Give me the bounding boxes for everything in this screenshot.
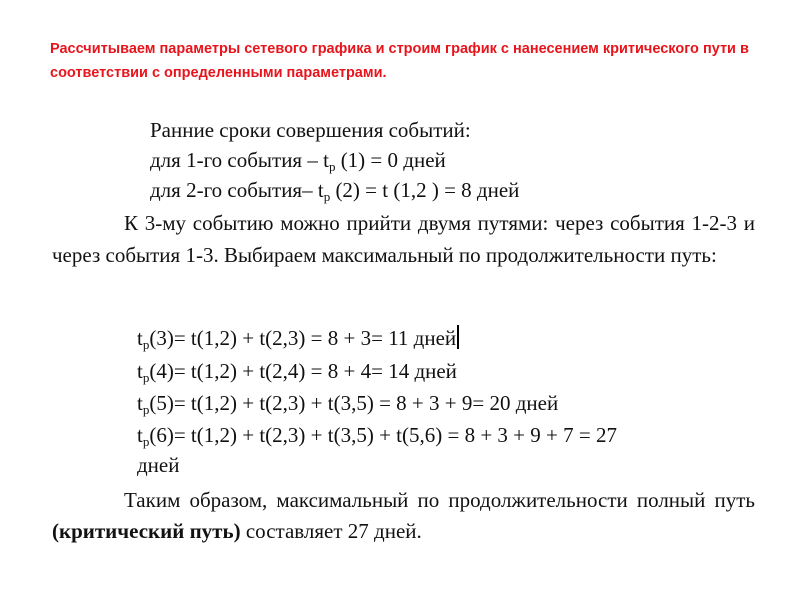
text: (4)= t(1,2) + t(2,4) = 8 + 4= 14 дней bbox=[149, 359, 457, 383]
paths-paragraph: К 3-му событию можно прийти двумя путями: через события 1-2-3 и через события 1-3. Выбираем максимальный по продолжительности путь: bbox=[52, 211, 755, 267]
text: t bbox=[137, 423, 143, 447]
early-term-event-2 bbox=[150, 176, 519, 204]
critical-path-label: (критический путь) bbox=[52, 519, 241, 543]
formula-event-3 bbox=[137, 324, 459, 352]
text: (2) = t (1,2 ) = 8 дней bbox=[330, 178, 520, 202]
text-cursor bbox=[457, 325, 459, 349]
text: (1) = 0 дней bbox=[335, 148, 446, 172]
text: для 2-го события– t bbox=[150, 178, 324, 202]
subscript: р bbox=[142, 337, 150, 352]
formula-event-6 bbox=[137, 421, 617, 449]
text: t bbox=[137, 326, 143, 350]
formula-event-4 bbox=[137, 357, 457, 385]
text: t bbox=[137, 359, 143, 383]
subscript: р bbox=[323, 189, 331, 204]
subscript: р bbox=[142, 370, 150, 385]
formula-event-5 bbox=[137, 389, 558, 417]
text: для 1-го события – t bbox=[150, 148, 329, 172]
subscript: р bbox=[328, 159, 336, 174]
text: Таким образом, максимальный по продолжительности полный путь bbox=[124, 488, 755, 512]
text: (5)= t(1,2) + t(2,3) + t(3,5) = 8 + 3 + 9= 20 дней bbox=[149, 391, 559, 415]
text: t bbox=[137, 391, 143, 415]
early-terms-heading: Ранние сроки совершения событий: bbox=[150, 118, 471, 142]
text: (3)= t(1,2) + t(2,3) = 8 + 3= 11 дней bbox=[149, 326, 457, 350]
text: (6)= t(1,2) + t(2,3) + t(3,5) + t(5,6) = 8 + 3 + 9 + 7 = 27 bbox=[149, 423, 617, 447]
early-term-event-1 bbox=[150, 146, 446, 174]
subscript: р bbox=[142, 434, 150, 449]
conclusion-paragraph bbox=[52, 485, 755, 547]
text: составляет 27 дней. bbox=[240, 519, 422, 543]
subscript: р bbox=[142, 402, 150, 417]
formula-continuation: дней bbox=[137, 453, 180, 477]
slide-title: Рассчитываем параметры сетевого графика и строим график с нанесением критического пути в соответствии с определенными параметрами. bbox=[50, 41, 749, 81]
